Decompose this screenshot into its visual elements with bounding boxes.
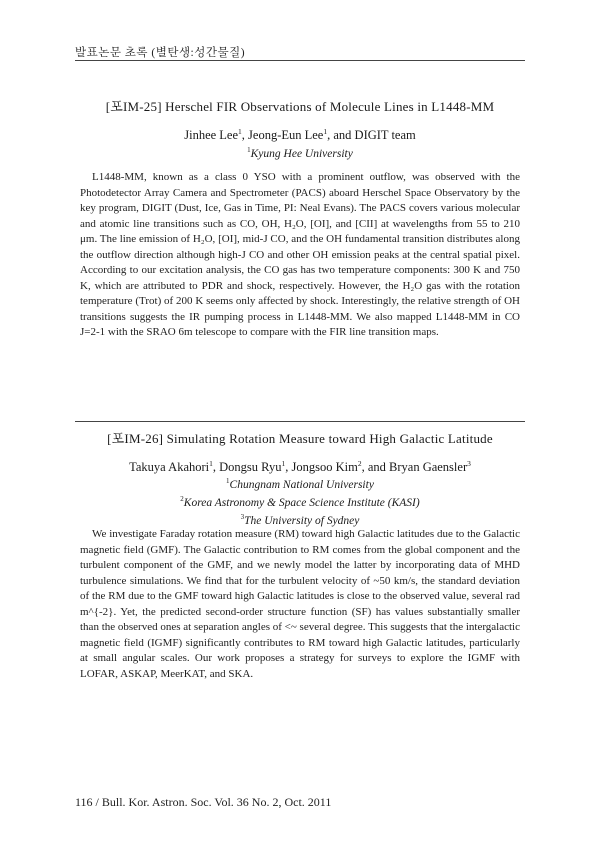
abstract-2-authors: Takuya Akahori$^1$, Dongsu Ryu$^1$, Jongsoo Kim$^2$, and Bryan Gaensler$^3$ <box>129 459 471 475</box>
author-affiliation-mark: 3 <box>467 459 471 468</box>
abstract-2-body: We investigate Faraday rotation measure (RM) toward high Galactic latitudes due to the Galactic magnetic field (GMF). The Galactic contribution to RM comes from the global component and the turbulent component of the GMF, and we newly model the latter by incorporating data of MHD turbulence simulations. We find that for the turbulent velocity of ~50 km/s, the standard deviation of the RM due to the GMF toward high Galactic latitudes is close to the observed value, several rad m^{-2}. Yet, the predicted second-order structure function (SF) has values substantially smaller than the observed ones at separation angles of <~ several degree. This suggests that the intergalactic magnetic field (IGMF) significantly contributes to RM toward high Galactic latitudes, particularly at small angular scales. Our work proposes a strategy for surveys to explore the IGMF with LOFAR, ASKAP, MeerKAT, and SKA. <box>80 528 520 680</box>
abstract-2-affiliations <box>75 474 525 527</box>
affiliation-line: $^3$The University of Sydney <box>240 512 360 527</box>
abstract-1-affiliations <box>75 143 525 161</box>
author-name: DIGIT team <box>354 128 416 143</box>
abstract-2-title: [포IM-26] Simulating Rotation Measure toward High Galactic Latitude <box>107 431 493 446</box>
author-name: Bryan Gaensler <box>389 460 468 475</box>
affiliation-line: $^1$Kyung Hee University <box>247 146 353 160</box>
affiliation-line: $^2$Korea Astronomy & Space Science Institute (KASI) <box>180 494 420 509</box>
running-head: 발표논문 초록 (별탄생:성간물질) <box>75 47 246 59</box>
author-name: Dongsu Ryu <box>219 460 282 475</box>
abstract-1-authors: Jinhee Lee$^1$, Jeong-Eun Lee$^1$, and DIGIT team <box>184 127 416 143</box>
author-name: Jinhee Lee <box>184 128 239 143</box>
section-divider <box>75 421 525 422</box>
author-affiliation-mark: 1 <box>323 127 328 136</box>
author-name: Takuya Akahori <box>129 460 210 475</box>
header-rule <box>75 60 525 61</box>
author-name: Jeong-Eun Lee <box>248 128 324 143</box>
page-footer: 116 / Bull. Kor. Astron. Soc. Vol. 36 No. 2, Oct. 2011 <box>75 795 332 809</box>
abstract-1-title: [포IM-25] Herschel FIR Observations of Molecule Lines in L1448-MM <box>105 99 495 114</box>
affiliation-line: $^1$Chungnam National University <box>226 477 374 491</box>
author-affiliation-mark: 2 <box>357 459 362 468</box>
abstract-1-body: L1448-MM, known as a class 0 YSO with a prominent outflow, was observed with the Photodetector Array Camera and Spectrometer (PACS) aboard Herschel Space Observatory by the key program, DIGIT (Dust, Ice, Gas in Time, PI: Neal Evans). The PACS covers various molecular and atomic line transitions such as CO, OH, H₂O, [OI], and [CII] at wavelengths from 55 to 210 μm. The line emission of H₂O, [OI], mid-J CO, and the OH fundamental transition distributes along the outflow direction although high-J CO and other OH emission peaks at the central spatial pixel. According to our excitation analysis, the CO gas has two temperature components: 300 K and 750 K, which are attributed to PDR and shock, respectively. However, the H₂O gas with the rotation temperature (Trot) of 200 K seems only affected by shock. Interestingly, the relative strength of OH transitions suggests the IR pumping process in L1448-MM. We also mapped L1448-MM in CO J=2-1 with the SRAO 6m telescope to compare with the FIR line transition maps. <box>80 171 520 338</box>
author-affiliation-mark: 1 <box>238 127 242 136</box>
author-name: Jongsoo Kim <box>291 460 358 475</box>
author-affiliation-mark: 1 <box>281 459 286 468</box>
author-affiliation-mark: 1 <box>209 459 213 468</box>
